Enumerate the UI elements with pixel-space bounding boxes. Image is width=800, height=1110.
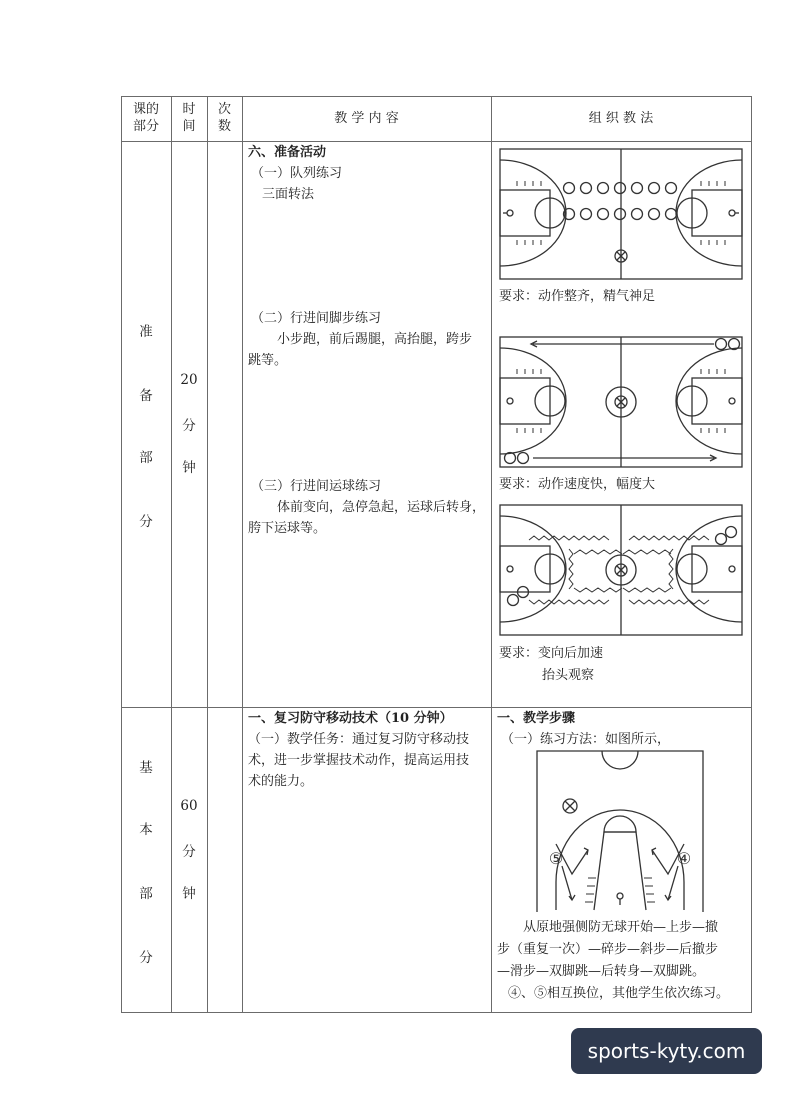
col-divider-1 [171,96,172,1013]
header-part: 课的 部分 [132,102,159,134]
basic-task-line: 术，进一步掌握技术动作，提高运用技 [248,753,470,768]
basic-time: 分 [182,844,196,860]
drill-description-line: 从原地强侧防无球开始—上步—撤 [523,920,719,935]
prep-requirement-2: 要求：动作速度快，幅度大 [499,477,656,492]
table-border-top [121,96,752,97]
footwork-court-diagram [499,336,743,468]
prep-requirement-3: 要求：变向后加速 [499,646,604,661]
prep-sec2-body: 小步跑，前后踢腿，高抬腿，跨步 [277,332,473,347]
prep-sec1-title: （一）队列练习 [251,166,343,181]
basic-task-line: （一）教学任务：通过复习防守移动技 [248,732,470,747]
table-border-left [121,96,122,1013]
prep-requirement-1: 要求：动作整齐，精气神足 [499,289,656,304]
lesson-plan-table [121,96,752,1013]
drill-description-line: —滑步—双脚跳—后转身—双脚跳。 [497,964,706,979]
col-divider-2 [207,96,208,1013]
defense-drill-diagram [536,750,704,912]
basic-part-char: 本 [139,822,153,838]
steps-heading: 一、教学步骤 [497,711,576,726]
basic-part-char: 部 [139,886,153,902]
prep-sec3-body: 胯下运球等。 [248,521,327,536]
practice-method-title: （一）练习方法：如图所示， [501,732,671,747]
prep-sec3-body: 体前变向，急停急起，运球后转身， [277,500,486,515]
basic-part-char: 基 [139,760,153,776]
prep-heading: 六、准备活动 [248,145,327,160]
header-method: 组 织 教 法 [588,111,654,126]
basic-task-line: 术的能力。 [248,774,314,789]
prep-time: 钟 [182,460,196,476]
basic-time: 钟 [182,886,196,902]
header-time: 时 间 [182,102,196,134]
prep-time: 分 [182,418,196,434]
prep-sec2-title: （二）行进间脚步练习 [251,311,382,326]
drill-description-line: ④、⑤相互换位，其他学生依次练习。 [508,986,730,1001]
prep-part-char: 备 [139,388,153,404]
basic-part-char: 分 [139,950,153,966]
header-content: 教 学 内 容 [334,111,399,126]
player-5-label: ⑤ [548,849,564,868]
prep-sec1-body: 三面转法 [262,187,315,202]
prep-time: 20 [180,372,198,388]
table-border-right [751,96,752,1013]
player-4-label: ④ [676,849,692,868]
basic-time: 60 [180,798,198,814]
header-divider [121,141,752,142]
col-divider-4 [491,96,492,1013]
prep-part-char: 分 [139,514,153,530]
table-border-bottom [121,1012,752,1013]
dribble-court-diagram [499,504,743,636]
prep-part-char: 准 [139,324,153,340]
basic-heading: 一、复习防守移动技术（10 分钟） [248,711,453,726]
prep-sec2-body: 跳等。 [248,353,288,368]
prep-requirement-3-line2: 抬头观察 [542,668,595,683]
header-count: 次 数 [217,102,231,134]
watermark-badge: sports-kyty.com [571,1028,762,1074]
drill-description-line: 步（重复一次）—碎步—斜步—后撤步 [497,942,719,957]
prep-part-char: 部 [139,450,153,466]
lineup-court-diagram [499,148,743,280]
prep-sec3-title: （三）行进间运球练习 [251,479,382,494]
col-divider-3 [242,96,243,1013]
